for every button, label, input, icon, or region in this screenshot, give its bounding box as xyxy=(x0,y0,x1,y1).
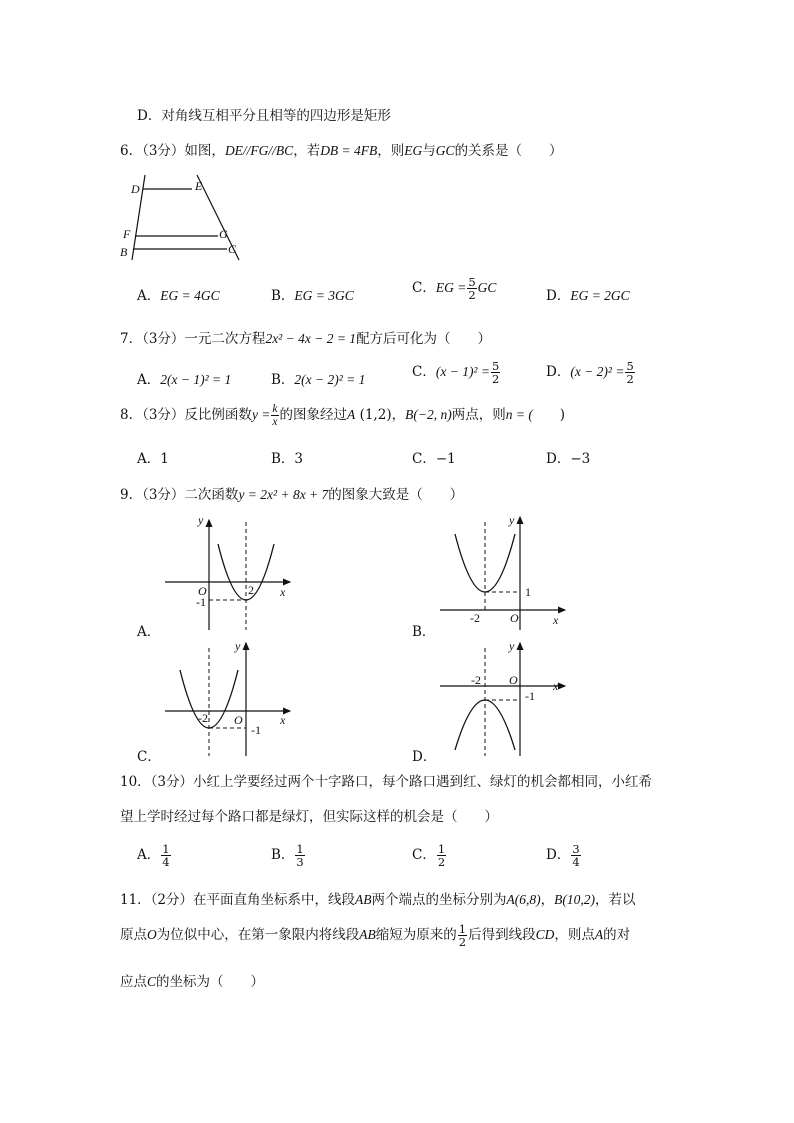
q6-option-d: D．EG = 2GC xyxy=(546,288,630,304)
svg-text:y: y xyxy=(509,639,515,653)
svg-text:O: O xyxy=(510,611,519,625)
q11-line-2: 原点O为位似中心，在第一象限内将线段AB缩短为原来的 $\frac{1}{2}$ 后得到线段CD，则点A的对 xyxy=(120,922,631,949)
svg-text:2: 2 xyxy=(248,583,254,597)
q6-mid3: 与 xyxy=(422,143,436,159)
q6-label-f: F xyxy=(123,227,131,241)
svg-text:-1: -1 xyxy=(251,723,261,737)
q7-equation: 2x² − 4x − 2 = 1 xyxy=(265,331,357,346)
q9-stem: 9．（3分）二次函数y = 2x² + 8x + 7的图象大致是（ ） xyxy=(120,487,464,503)
q8-option-c: C．−1 xyxy=(412,451,456,467)
q6-stem xyxy=(120,139,563,159)
q6-label-g: G xyxy=(219,227,228,241)
q6-mid: ，若 xyxy=(293,143,321,159)
svg-text:x: x xyxy=(553,679,559,693)
q5-option-d: D．对角线互相平分且相等的四边形是矩形 xyxy=(137,108,391,124)
q10-option-c: C． $\frac{1}{2}$ xyxy=(412,842,446,869)
q7-option-c: C．(x − 1)² = $\frac{5}{2}$ xyxy=(412,359,500,386)
q7-option-b: B．2(x − 2)² = 1 xyxy=(271,372,366,388)
q6-tail: 的关系是（ ） xyxy=(454,143,563,159)
q7-option-a: A．2(x − 1)² = 1 xyxy=(137,372,232,388)
q9-graph-b-parabola xyxy=(455,534,515,592)
q7-option-d: D．(x − 2)² = $\frac{5}{2}$ xyxy=(546,359,634,386)
q11-line-3: 应点C的坐标为（ ） xyxy=(120,974,265,990)
svg-text:O: O xyxy=(509,673,518,687)
q6-label-d: D xyxy=(131,182,140,196)
q8-function-fraction: $\frac{k}{x}$ xyxy=(272,403,278,428)
q6-option-c: C．EG = $\frac{5}{2}$ GC xyxy=(412,275,497,302)
q6-head: 6．（3分）如图， xyxy=(120,143,225,159)
svg-text:-1: -1 xyxy=(196,595,206,609)
q7-stem: 7．（3分）一元二次方程2x² − 4x − 2 = 1配方后可化为（ ） xyxy=(120,331,492,347)
svg-text:x: x xyxy=(553,613,559,627)
q11-line-1: 11．（2分）在平面直角坐标系中，线段AB两个端点的坐标分别为A(6,8)，B(10,2)，若以 xyxy=(120,892,636,908)
q9-option-d: D． xyxy=(412,749,437,765)
q10-line-1: 10．（3分）小红上学要经过两个十字路口，每个路口遇到红、绿灯的机会都相同，小红希 xyxy=(120,774,653,790)
q9-graph-a xyxy=(160,512,300,632)
q9-option-a: A． xyxy=(137,624,161,640)
svg-text:O: O xyxy=(198,584,207,598)
svg-text:O: O xyxy=(234,713,243,727)
svg-text:-2: -2 xyxy=(471,673,481,687)
q9-graph-b xyxy=(435,512,575,632)
q6-figure xyxy=(115,170,255,265)
q6-mid2: ，则 xyxy=(377,143,405,159)
svg-text:x: x xyxy=(280,585,286,599)
svg-text:1: 1 xyxy=(525,585,531,599)
q6-t1: EG xyxy=(404,143,423,158)
q6-label-b: B xyxy=(120,245,128,259)
svg-text:-1: -1 xyxy=(525,689,535,703)
q6-option-c-fraction: $\frac{5}{2}$ xyxy=(468,275,476,302)
q6-option-a: A．EG = 4GC xyxy=(137,288,220,304)
svg-text:x: x xyxy=(280,713,286,727)
svg-text:y: y xyxy=(235,639,241,653)
q9-function: y = 2x² + 8x + 7 xyxy=(238,487,329,502)
q6-label-c: C xyxy=(228,242,237,256)
q9-graph-c xyxy=(160,638,300,758)
q6-cond1: DE//FG//BC xyxy=(224,143,294,158)
q6-t2: GC xyxy=(435,143,455,158)
svg-text:-2: -2 xyxy=(470,611,480,625)
q8-option-a: A．1 xyxy=(137,451,169,467)
q9-graph-d xyxy=(435,638,575,758)
svg-text:-2: -2 xyxy=(198,711,208,725)
q6-label-e: E xyxy=(195,179,203,193)
q10-line-2: 望上学时经过每个路口都是绿灯，但实际这样的机会是（ ） xyxy=(120,809,498,825)
q9-option-b: B． xyxy=(412,624,436,640)
q8-option-d: D．−3 xyxy=(546,451,591,467)
q9-option-c: C． xyxy=(137,749,161,765)
q6-cond2: DB = 4FB xyxy=(320,143,378,158)
q10-option-d: D． $\frac{3}{4}$ xyxy=(546,842,580,869)
q8-option-b: B．3 xyxy=(271,451,304,467)
svg-text:y: y xyxy=(198,513,204,527)
q6-option-b: B．EG = 3GC xyxy=(271,288,354,304)
svg-text:y: y xyxy=(509,513,515,527)
q10-option-a: A． $\frac{1}{4}$ xyxy=(137,842,170,869)
q10-option-b: B． $\frac{1}{3}$ xyxy=(271,842,304,869)
q8-stem: 8．（3分）反比例函数y = $\frac{k}{x}$ 的图象经过A (1,2)，B(−2, n)两点，则n = ( ) xyxy=(120,403,566,428)
